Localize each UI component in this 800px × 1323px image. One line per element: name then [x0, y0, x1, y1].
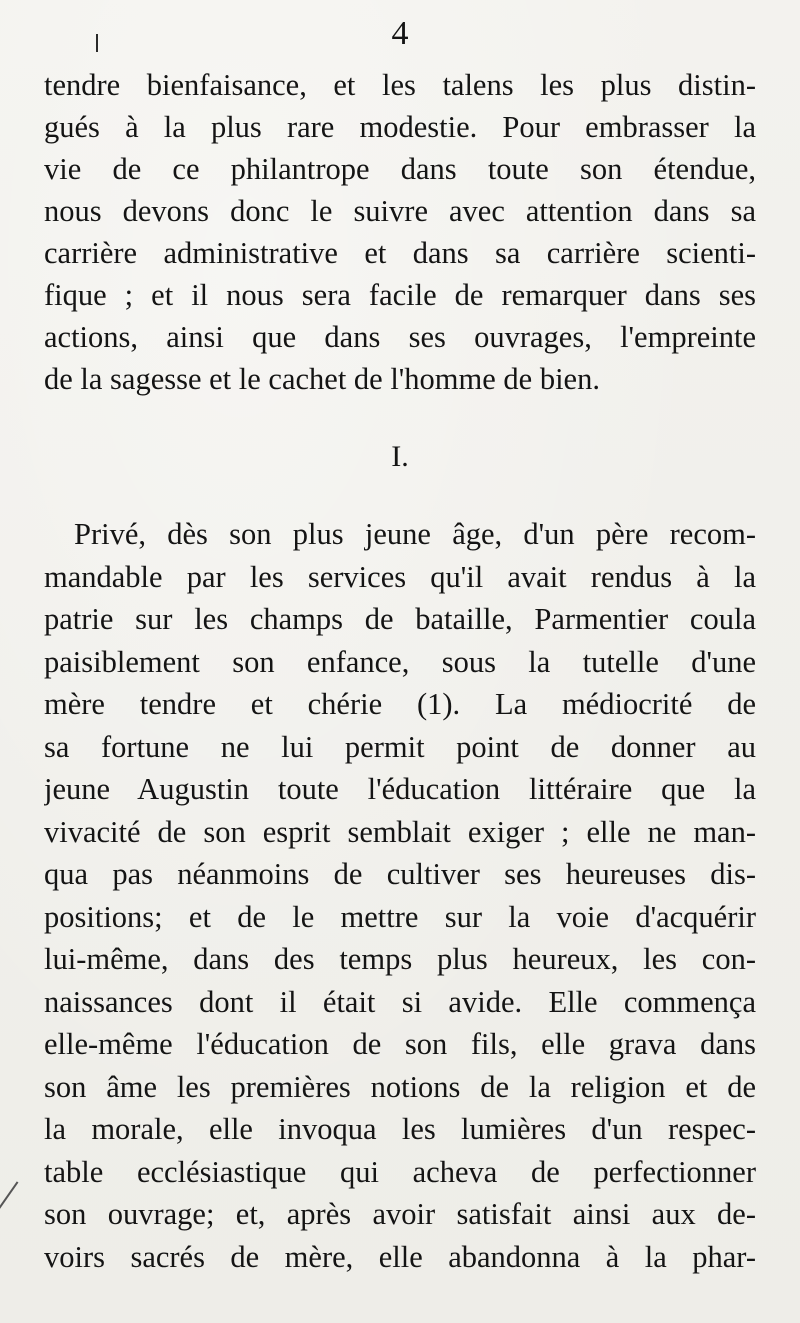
text-line: fique ; et il nous sera facile de remarquer dans ses	[44, 278, 756, 312]
text-line: Privé, dès son plus jeune âge, d'un père recom-	[74, 517, 756, 551]
text-line: mandable par les services qu'il avait rendus à la	[44, 559, 756, 594]
text-line: mère tendre et chérie (1). La médiocrité de	[44, 687, 756, 721]
text-line: actions, ainsi que dans ses ouvrages, l'empreinte	[44, 320, 756, 354]
page-number: 4	[391, 15, 409, 52]
text-line: nous devons donc le suivre avec attention dans sa	[44, 194, 756, 228]
text-line: sa fortune ne lui permit point de donner au	[44, 729, 756, 764]
page-edge-mark	[0, 1181, 18, 1218]
text-line: jeune Augustin toute l'éducation littéraire que la	[44, 772, 756, 806]
text-line: table ecclésiastique qui acheva de perfectionner	[44, 1154, 756, 1189]
text-line: de la sagesse et le cachet de l'homme de bien.	[44, 362, 600, 396]
text-line: paisiblement son enfance, sous la tutelle d'une	[44, 644, 756, 679]
text-line: gués à la plus rare modestie. Pour embrasser la	[44, 110, 756, 144]
text-line: la morale, elle invoqua les lumières d'un respec-	[44, 1112, 756, 1146]
text-line: elle-même l'éducation de son fils, elle grava dans	[44, 1027, 756, 1061]
text-line: carrière administrative et dans sa carrière scienti-	[44, 236, 756, 270]
text-line: naissances dont il était si avide. Elle commença	[44, 984, 756, 1019]
text-line: vivacité de son esprit semblait exiger ; elle ne man-	[44, 814, 756, 849]
text-line: son ouvrage; et, après avoir satisfait ainsi aux de-	[44, 1197, 756, 1231]
text-line: vie de ce philantrope dans toute son étendue,	[44, 152, 756, 186]
text-line: lui-même, dans des temps plus heureux, les con-	[44, 942, 756, 976]
text-line: voirs sacrés de mère, elle abandonna à la phar-	[44, 1239, 756, 1274]
text-line: qua pas néanmoins de cultiver ses heureuses dis-	[44, 857, 756, 891]
text-line: son âme les premières notions de la religion et de	[44, 1069, 756, 1104]
text-line: tendre bienfaisance, et les talens les plus distin-	[44, 68, 756, 102]
text-line: positions; et de le mettre sur la voie d'acquérir	[44, 899, 756, 934]
text-line: patrie sur les champs de bataille, Parmentier coula	[44, 602, 756, 636]
section-heading: I.	[391, 440, 409, 473]
